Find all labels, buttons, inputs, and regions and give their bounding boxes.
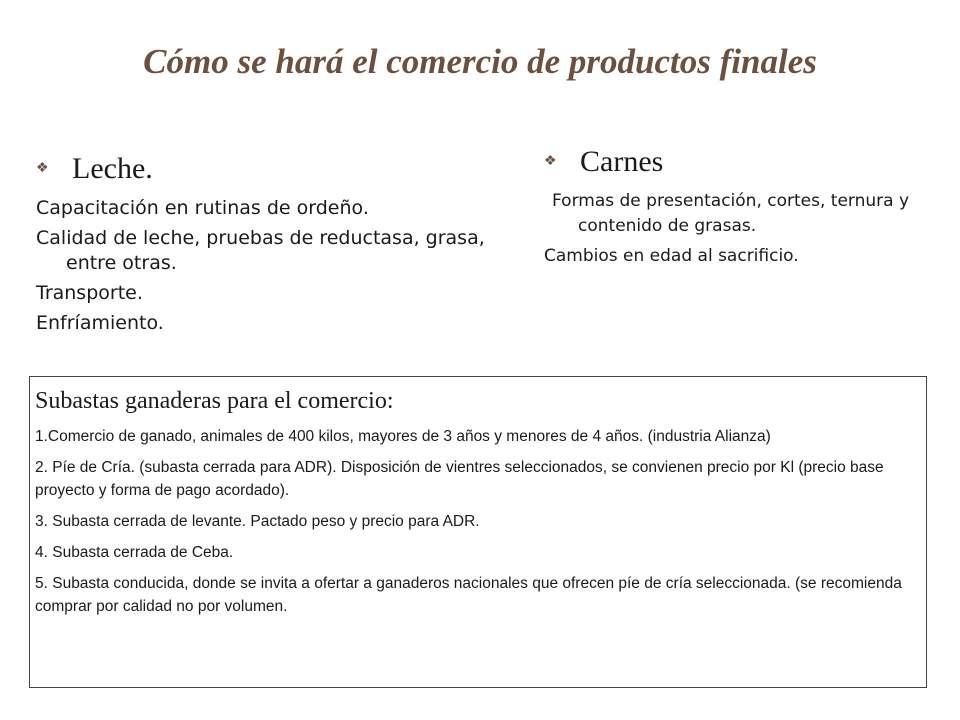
slide-title: Cómo se hará el comercio de productos finales <box>143 42 817 81</box>
milk-item-training: Capacitación en rutinas de ordeño. <box>36 197 369 219</box>
diamond-bullet-icon: ❖ <box>544 154 557 169</box>
auctions-title: Subastas ganaderas para el comercio: <box>35 388 394 414</box>
meat-item-age: Cambios en edad al sacrificio. <box>544 246 799 266</box>
auction-item-2: 2. Píe de Cría. (subasta cerrada para ADR). Disposición de vientres seleccionados, se convienen precio por Kl (precio base proyecto y forma de pago acordado). <box>35 459 884 499</box>
milk-item-transport: Transporte. <box>36 282 143 304</box>
meat-heading-row <box>544 145 934 179</box>
milk-heading-row <box>36 152 506 186</box>
auction-item-1: 1.Comercio de ganado, animales de 400 kilos, mayores de 3 años y menores de 4 años. (industria Alianza) <box>35 428 771 445</box>
milk-item-quality: Calidad de leche, pruebas de reductasa, grasa, entre otras. <box>36 227 485 274</box>
milk-item-cooling: Enfríamiento. <box>36 312 164 334</box>
milk-column <box>36 152 506 341</box>
auctions-box <box>29 376 927 688</box>
meat-heading: Carnes <box>580 145 664 178</box>
auction-item-3: 3. Subasta cerrada de levante. Pactado peso y precio para ADR. <box>35 513 480 530</box>
auction-item-4: 4. Subasta cerrada de Ceba. <box>35 544 234 561</box>
milk-heading: Leche. <box>72 152 153 185</box>
diamond-bullet-icon: ❖ <box>36 161 49 176</box>
meat-column <box>544 145 934 274</box>
auction-item-5: 5. Subasta conducida, donde se invita a ofertar a ganaderos nacionales que ofrecen píe de cría seleccionada. (se recomienda comprar por calidad no por volumen. <box>35 575 902 615</box>
meat-item-presentation: Formas de presentación, cortes, ternura y contenido de grasas. <box>552 191 910 236</box>
